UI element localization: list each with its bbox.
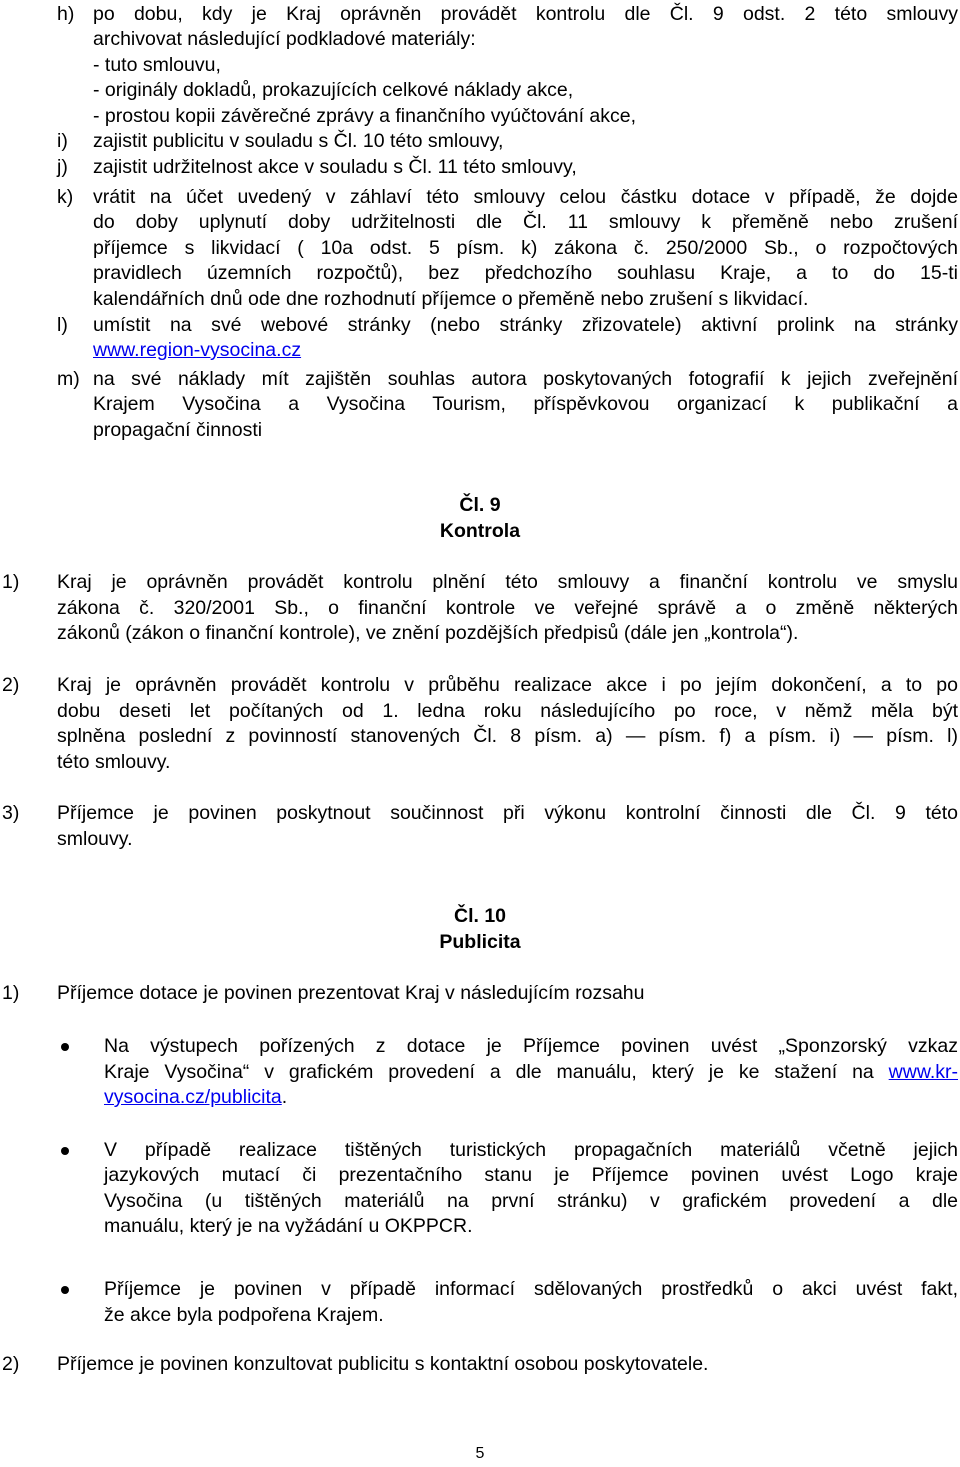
bullet-3-line-1: Příjemce je povinen v případě informací sdělovaných prostředků o akci uvést fakt,	[104, 1278, 958, 1300]
article-9-p2-line-2: dobu deseti let počítaných od 1. ledna roku následujícího po roce, v němž měla být	[57, 700, 958, 722]
item-j-text: zajistit udržitelnost akce v souladu s Čl. 11 této smlouvy,	[93, 156, 577, 178]
item-m-line-1: na své náklady mít zajištěn souhlas autora poskytovaných fotografií k jejich zveřejnění	[93, 368, 958, 390]
item-h-line-1: po dobu, kdy je Kraj oprávněn provádět kontrolu dle Čl. 9 odst. 2 této smlouvy	[93, 3, 958, 25]
item-k-line-3: příjemce s likvidací ( 10a odst. 5 písm. k) zákona č. 250/2000 Sb., o rozpočtových	[93, 237, 958, 259]
article-9-p2-line-4: této smlouvy.	[57, 751, 171, 773]
article-10-p1-text: Příjemce dotace je povinen prezentovat Kraj v následujícím rozsahu	[57, 982, 645, 1004]
bullet-2-line-1: V případě realizace tištěných turistických propagačních materiálů včetně jejich	[104, 1139, 958, 1161]
bullet-1-line-2-text: Kraje Vysočina“ v grafickém provedení a dle manuálu, který je ke stažení na	[104, 1061, 889, 1083]
article-10-marker-2: 2)	[2, 1353, 20, 1375]
article-10-p2-text: Příjemce je povinen konzultovat publicitu s kontaktní osobou poskytovatele.	[57, 1353, 709, 1375]
article-9-p1-line-1: Kraj je oprávněn provádět kontrolu plnění této smlouvy a finanční kontrolu ve smyslu	[57, 571, 958, 593]
article-10-title: Publicita	[439, 931, 521, 953]
bullet-dot-2	[61, 1147, 69, 1155]
kr-vysocina-link-part-2[interactable]: vysocina.cz/publicita	[104, 1086, 282, 1108]
article-9-p1-line-3: zákonů (zákon o finanční kontrole), ve znění pozdějších předpisů (dále jen „kontrola“).	[57, 622, 799, 644]
bullet-1-line-1: Na výstupech pořízených z dotace je Příjemce povinen uvést „Sponzorský vzkaz	[104, 1035, 958, 1057]
item-marker-l: l)	[57, 314, 68, 336]
bullet-2-line-2: jazykových mutací či prezentačního stanu je Příjemce povinen uvést Logo kraje	[104, 1164, 958, 1186]
article-9-marker-1: 1)	[2, 571, 20, 593]
bullet-2-line-3: Vysočina (u tištěných materiálů na první stránku) v grafickém provedení a dle	[104, 1190, 958, 1212]
item-m-line-3: propagační činnosti	[93, 419, 263, 441]
bullet-2-line-4: manuálu, který je na vyžádání u OKPPCR.	[104, 1215, 473, 1237]
item-marker-j: j)	[57, 156, 68, 178]
article-9-marker-2: 2)	[2, 674, 20, 696]
item-h-line-5: - prostou kopii závěrečné zprávy a finančního vyúčtování akce,	[93, 105, 637, 127]
article-9-marker-3: 3)	[2, 802, 20, 824]
item-h-line-2: archivovat následující podkladové materiály:	[93, 28, 476, 50]
page-number: 5	[475, 1445, 485, 1462]
item-marker-m: m)	[57, 368, 80, 390]
article-9-p2-line-1: Kraj je oprávněn provádět kontrolu v průběhu realizace akce i po jejím dokončení, a to po	[57, 674, 958, 696]
item-m-line-2: Krajem Vysočina a Vysočina Tourism, příspěvkovou organizací k publikační a	[93, 393, 958, 415]
bullet-1-line-3-tail: .	[281, 1086, 288, 1108]
kr-vysocina-link-part-1[interactable]: www.kr-	[888, 1061, 958, 1083]
bullet-dot-1	[61, 1043, 69, 1051]
item-l-line-1: umístit na své webové stránky (nebo stránky zřizovatele) aktivní prolink na stránky	[93, 314, 958, 336]
item-h-line-3: - tuto smlouvu,	[93, 54, 221, 76]
bullet-1-line-3	[104, 1085, 287, 1111]
bullet-1-line-2	[104, 1060, 958, 1086]
item-marker-i: i)	[57, 130, 68, 152]
article-9-title: Kontrola	[439, 520, 521, 542]
article-10-number: Čl. 10	[453, 905, 507, 927]
item-marker-k: k)	[57, 186, 74, 208]
item-marker-h: h)	[57, 3, 75, 25]
item-k-line-1: vrátit na účet uvedený v záhlaví této smlouvy celou částku dotace v případě, že dojde	[93, 186, 958, 208]
item-k-line-4: pravidlech územních rozpočtů), bez předchozího souhlasu Kraje, a to do 15-ti	[93, 262, 958, 284]
article-9-p3-line-1: Příjemce je povinen poskytnout součinnost při výkonu kontrolní činnosti dle Čl. 9 této	[57, 802, 958, 824]
item-k-line-5: kalendářních dnů ode dne rozhodnutí příjemce o přeměně nebo zrušení s likvidací.	[93, 288, 809, 310]
article-9-p3-line-2: smlouvy.	[57, 828, 133, 850]
article-9-p2-line-3: splněna poslední z povinností stanovených Čl. 8 písm. a) — písm. f) a písm. i) — písm. l)	[57, 725, 958, 747]
bullet-3-line-2: že akce byla podpořena Krajem.	[104, 1304, 384, 1326]
item-h-line-4: - originály dokladů, prokazujících celkové náklady akce,	[93, 79, 574, 101]
region-vysocina-link[interactable]: www.region-vysocina.cz	[93, 339, 302, 361]
item-k-line-2: do doby uplynutí doby udržitelnosti dle Čl. 11 smlouvy k přeměně nebo zrušení	[93, 211, 958, 233]
article-9-number: Čl. 9	[459, 494, 501, 516]
bullet-dot-3	[61, 1286, 69, 1294]
item-i-text: zajistit publicitu v souladu s Čl. 10 této smlouvy,	[93, 130, 504, 152]
article-10-marker-1: 1)	[2, 982, 20, 1004]
article-9-p1-line-2: zákona č. 320/2001 Sb., o finanční kontrole ve veřejné správě a o změně některých	[57, 597, 958, 619]
